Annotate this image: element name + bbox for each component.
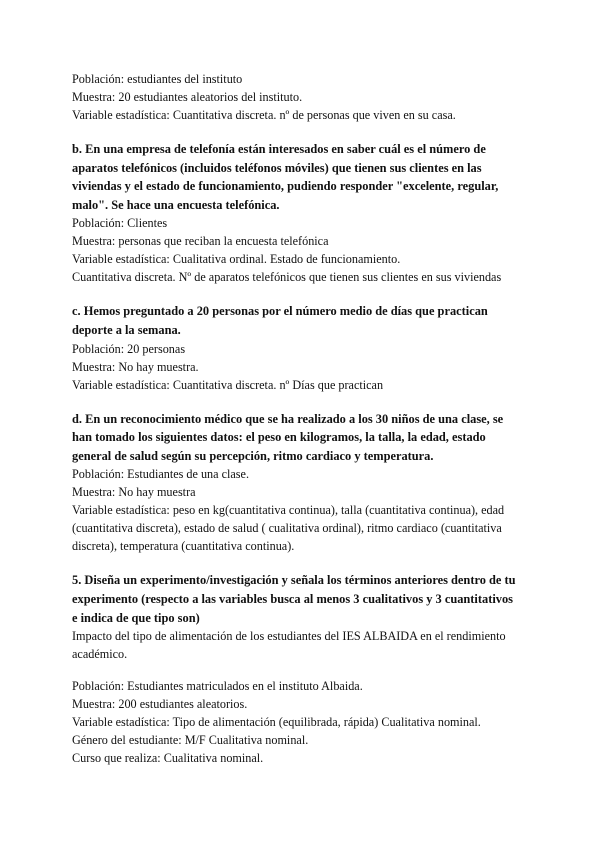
experiment-muestra: Muestra: 200 estudiantes aleatorios. [72, 697, 248, 712]
question-d: d. En un reconocimiento médico que se ha realizado a los 30 niños de una clase, se han tomado los siguientes datos: el peso en kilogramos, la talla, la edad, estado general de salud según su percepción, ritmo cardiaco y temperatura. [72, 411, 504, 463]
c-poblacion: Población: 20 personas [72, 341, 186, 356]
experiment-poblacion: Población: Estudiantes matriculados en el instituto Albaida. [72, 679, 363, 694]
d-variable: Variable estadística: peso en kg(cuantitativa continua), talla (cuantitativa continua), edad (cuantitativa discreta), estado de salud ( cualitativa ordinal), ritmo cardiaco (cuantitativa discreta), temperatura (cuantitativa continua). [72, 503, 505, 554]
experiment-curso: Curso que realiza: Cualitativa nominal. [72, 751, 264, 766]
c-variable: Variable estadística: Cuantitativa discreta. nº Días que practican [72, 377, 384, 392]
d-poblacion: Población: Estudiantes de una clase. [72, 467, 250, 482]
c-muestra: Muestra: No hay muestra. [72, 359, 199, 374]
b-poblacion: Población: Clientes [72, 216, 168, 231]
intro-variable: Variable estadística: Cuantitativa discreta. nº de personas que viven en su casa. [72, 108, 456, 122]
b-muestra: Muestra: personas que reciban la encuesta telefónica [72, 234, 329, 249]
intro-poblacion: Población: estudiantes del instituto [72, 72, 243, 86]
experiment-genero: Género del estudiante: M/F Cualitativa nominal. [72, 733, 309, 748]
b-variable-2: Cuantitativa discreta. Nº de aparatos telefónicos que tienen sus clientes en sus viviendas [72, 270, 502, 285]
d-muestra: Muestra: No hay muestra [72, 485, 196, 500]
question-b: b. En una empresa de telefonía están interesados en saber cuál es el número de aparatos telefónicos (incluidos teléfonos móviles) que tienen sus clientes en las viviendas y el estado de funcionamiento, pudiendo responder "excelente, regular, malo". Se hace una encuesta telefónica. [72, 142, 499, 212]
question-c: c. Hemos preguntado a 20 personas por el número medio de días que practican deporte a la semana. [72, 304, 488, 337]
question-5: 5. Diseña un experimento/investigación y señala los términos anteriores dentro de tu experimento (respecto a las variables busca al menos 3 cualitativos y 3 cuantitativos e indica de que tipo son) [72, 573, 516, 625]
experiment-impacto: Impacto del tipo de alimentación de los estudiantes del IES ALBAIDA en el rendimiento académico. [72, 629, 506, 662]
experiment-variable: Variable estadística: Tipo de alimentación (equilibrada, rápida) Cualitativa nominal. [72, 715, 481, 730]
intro-muestra: Muestra: 20 estudiantes aleatorios del instituto. [72, 90, 303, 104]
document-content [72, 70, 520, 767]
b-variable: Variable estadística: Cualitativa ordinal. Estado de funcionamiento. [72, 252, 401, 267]
